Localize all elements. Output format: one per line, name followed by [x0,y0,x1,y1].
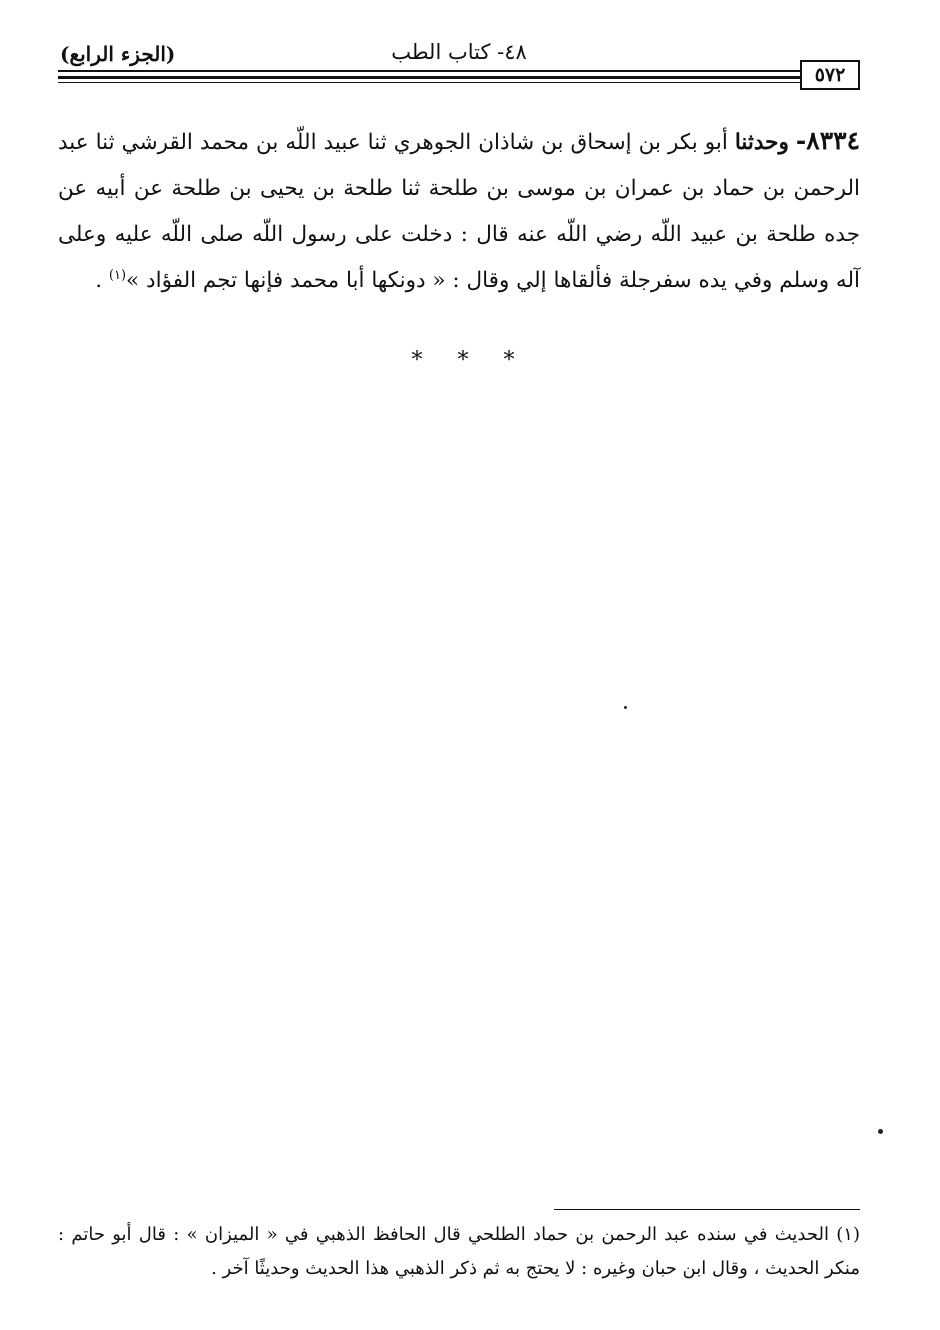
header-rule [58,76,800,79]
footnote [58,1218,860,1286]
scan-speck [878,1129,883,1134]
footnote-reference: (١) [108,267,127,283]
hadith-body: أبو بكر بن إسحاق بن شاذان الجوهري ثنا عبيد اللّه بن محمد القرشي ثنا عبد الرحمن بن حماد بن عمران بن موسى بن طلحة ثنا طلحة بن يحيى بن طلحة عن أبيه عن جده طلحة بن عبيد اللّه رضي اللّه عنه قال : دخلت على رسول اللّه صلى اللّه عليه وعلى آله وسلم وفي يده سفرجلة فألقاها إلي وقال : « دونكها أبا محمد فإنها تجم الفؤاد » [58,130,860,293]
hadith-end: . [95,268,109,293]
page-number: ٥٧٢ [800,60,860,90]
chapter-title: ٤٨- كتاب الطب [391,40,527,64]
footnote-divider [554,1209,860,1210]
scan-speck [624,706,627,709]
section-separator: * * * [411,348,529,373]
footnote-marker: (١) [836,1224,860,1245]
volume-label: (الجزء الرابع) [60,42,176,66]
hadith-paragraph [58,118,860,304]
hadith-lead-word: وحدثنا [734,130,789,155]
header-rule [58,82,800,83]
hadith-number: ٨٣٣٤- [795,126,860,155]
header-rule [58,70,800,72]
page-header [58,36,860,96]
footnote-text: الحديث في سنده عبد الرحمن بن حماد الطلحي قال الحافظ الذهبي في « الميزان » : قال أبو حاتم : منكر الحديث ، وقال ابن حبان وغيره : لا يحتج به ثم ذكر الذهبي هذا الحديث وحديثًا آخر . [58,1224,860,1279]
